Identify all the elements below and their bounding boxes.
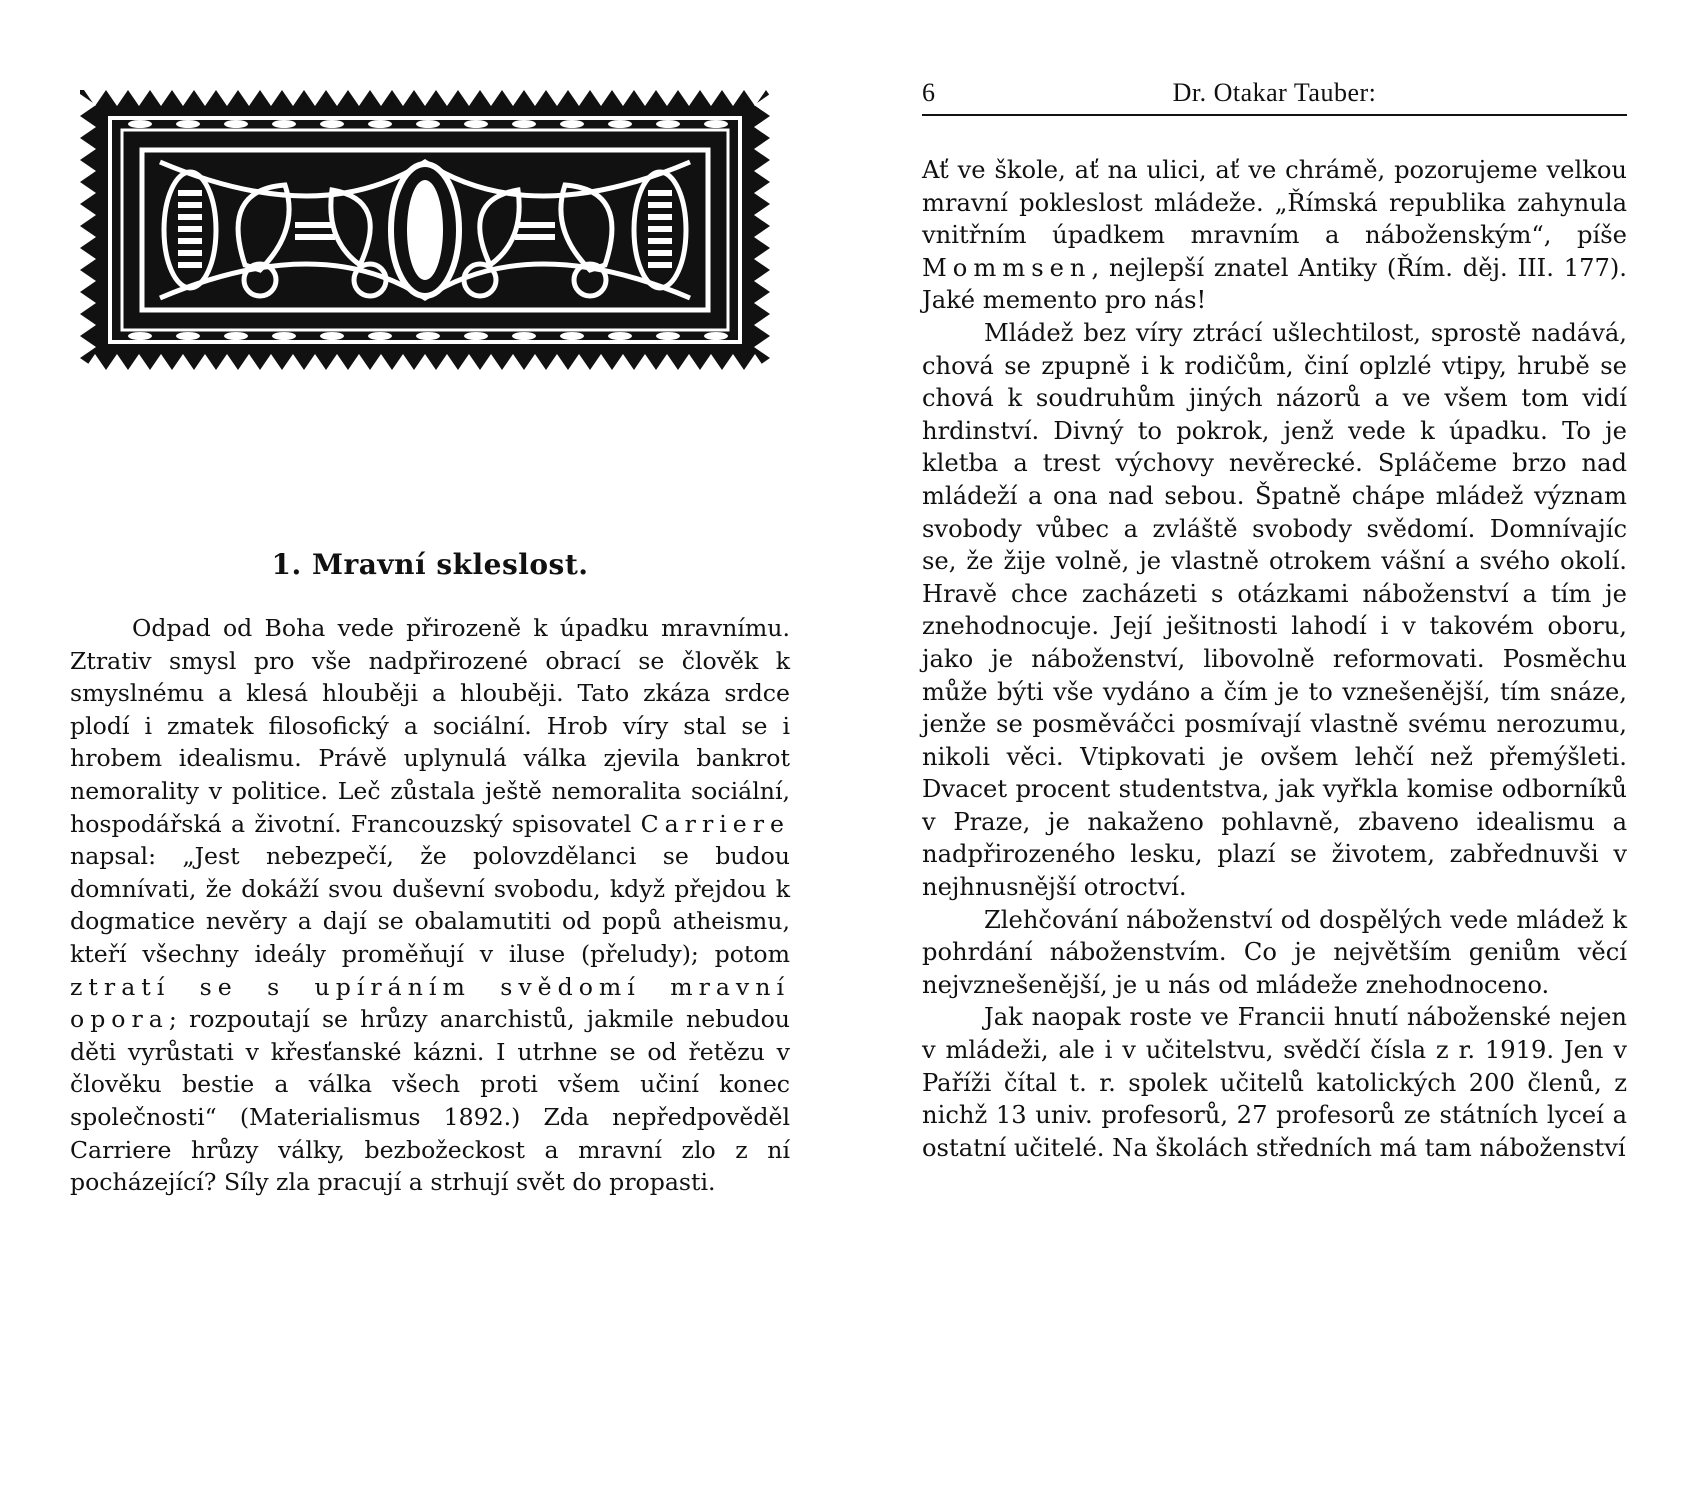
right-paragraph-4: Jak naopak roste ve Francii hnutí náboženské nejen v mládeži, ale i v učitelstvu, svědčí čísla z r. 1919. Jen v Paříži čítal t. r. spolek učitelů katolických 200 členů, z nichž 13 univ. profesorů, 27 profesorů ze státních lyceí a ostatní učitelé. Na školách středních má tam náboženství: [922, 1003, 1627, 1162]
left-body-text: [70, 612, 790, 1199]
ornament-dot: [416, 120, 440, 128]
decorative-headpiece-ornament: [70, 80, 780, 380]
right-paragraph-2: Mládež bez víry ztrácí ušlechtilost, sprostě nadává, chová se zpupně i k rodičům, činí oplzlé vtipy, hrubě se chová k soudruhům jiných názorů a ve všem tom vidí hrdinství. Divný to pokrok, jenž vede k úpadku. To je kletba a trest výchovy nevěrecké. Spláčeme brzo nad mládeží a ona nad sebou. Špatně chápe mládež význam svobody vůbec a zvláště svobody svědomí. Domnívajíc se, že žije volně, je vlastně otrokem vášní a svého okolí. Hravě chce zacházeti s otázkami náboženství a tím je znehodnocuje. Její ješitnosti lahodí i v takovém oboru, jako je náboženství, libovolně reformovati. Posměchu může býti vše vydáno a čím je to vznešenější, tím snáze, jenže se posměváčci posmívají vlastně svému nerozumu, nikoli věci. Vtipkovati je ovšem lehčí než přemýšleti. Dvacet procent studentstva, jak vyřkla komise odborníků v Praze, je nakaženo pohlavně, zbaveno idealismu a nadpřirozeného lesku, plazí se životem, zabřednuvši v nejhnusnější otroctví.: [922, 318, 1627, 902]
ornament-bar: [178, 250, 202, 256]
ornament-bar: [648, 202, 672, 208]
ornament-dot: [560, 332, 584, 340]
ornament-dot: [512, 120, 536, 128]
ornament-bar: [178, 238, 202, 244]
ornament-dot: [368, 332, 392, 340]
left-paragraph-1-part-2: napsal: „Jest nebezpečí, že polovzdělanci se budou domnívati, že dokáží svou duševní svobodu, když přejdou k dogmatice nevěry a dají se obalamutiti od popů atheismu, kteří všechny ideály proměňují v iluse (přeludy); potom: [70, 842, 790, 968]
author-name-mommsen: Mommsen: [922, 253, 1092, 282]
ornament-graphic: [70, 80, 780, 380]
ornament-dot: [272, 332, 296, 340]
ornament-bar: [648, 226, 672, 232]
ornament-bar: [648, 190, 672, 196]
spaced-emphasis-phrase: ztratí se s upíráním svědomí mravní opora: [70, 972, 790, 1034]
ornament-bar: [178, 226, 202, 232]
ornament-dot: [224, 120, 248, 128]
ornament-dot: [464, 120, 488, 128]
left-paragraph-1-part-3: ; rozpoutají se hrůzy anarchistů, jakmile nebudou děti vyrůstati v křesťanské kázni. I utrhne se od řetězu v člověku bestie a válka všech proti všem učiní konec společnosti“ (Materialismus 1892.) Zda nepředpověděl Carriere hrůzy války, bezbožeckost a mravní zlo z ní pocházející? Síly zla pracují a strhují svět do propasti.: [70, 1005, 790, 1197]
right-paragraph-1: [922, 154, 1627, 317]
ornament-dot: [704, 120, 728, 128]
ornament-bar: [178, 202, 202, 208]
right-paragraph-3: Zlehčování náboženství od dospělých vede mládež k pohrdání náboženstvím. Co je největším geniům věcí nejvznešenější, je u nás od mládeže znehodnoceno.: [922, 905, 1627, 999]
right-paragraph-1-part-2: , nejlepší znatel Antiky (Řím. děj. III. 177). Jaké memento pro nás!: [922, 253, 1627, 315]
page-number: 6: [922, 78, 935, 107]
ornament-dot: [608, 332, 632, 340]
ornament-dot: [704, 332, 728, 340]
ornament-dot: [560, 120, 584, 128]
ornament-dot: [176, 332, 200, 340]
ornament-dot: [176, 120, 200, 128]
right-paragraph-1-part-1: Ať ve škole, ať na ulici, ať ve chrámě, pozorujeme velkou mravní pokleslost mládeže. „Římská republika zahynula vnitřním úpadkem mravním a náboženským“, píše: [922, 156, 1627, 250]
ornament-dot: [464, 332, 488, 340]
ornament-dot: [128, 120, 152, 128]
ornament-bar: [178, 214, 202, 220]
ornament-bar: [648, 238, 672, 244]
right-body-text: [922, 154, 1627, 1164]
left-paragraph-1-part-1: Odpad od Boha vede přirozeně k úpadku mravnímu. Ztrativ smysl pro vše nadpřirozené obrací se člověk k smyslnému a klesá hlouběji a hlouběji. Tato zkáza srdce plodí i zmatek filosofický a sociální. Hrob víry stal se i hrobem idealismu. Právě uplynulá válka zjevila bankrot nemorality v politice. Leč zůstala ještě nemoralita sociální, hospodářská a životní. Francouzský spisovatel: [70, 614, 790, 838]
ornament-dot: [320, 120, 344, 128]
ornament-bar: [648, 250, 672, 256]
ornament-dot: [656, 332, 680, 340]
ornament-bar: [178, 190, 202, 196]
ornament-dot: [512, 332, 536, 340]
ornament-dot: [224, 332, 248, 340]
ornament-dot: [320, 332, 344, 340]
ornament-dot: [272, 120, 296, 128]
ornament-bar: [648, 262, 672, 268]
author-name-carriere: Carriere: [640, 809, 790, 838]
page-header: [922, 78, 1627, 116]
left-paragraph-1: [70, 612, 790, 1199]
ornament-bar: [648, 214, 672, 220]
ornament-bar: [178, 262, 202, 268]
running-head-author: Dr. Otakar Tauber:: [1172, 78, 1377, 107]
ornament-dot: [608, 120, 632, 128]
ornament-dot: [128, 332, 152, 340]
ornament-dot: [656, 120, 680, 128]
chapter-title: 1. Mravní skleslost.: [271, 548, 589, 581]
ornament-dot: [368, 120, 392, 128]
ornament-dot: [416, 332, 440, 340]
